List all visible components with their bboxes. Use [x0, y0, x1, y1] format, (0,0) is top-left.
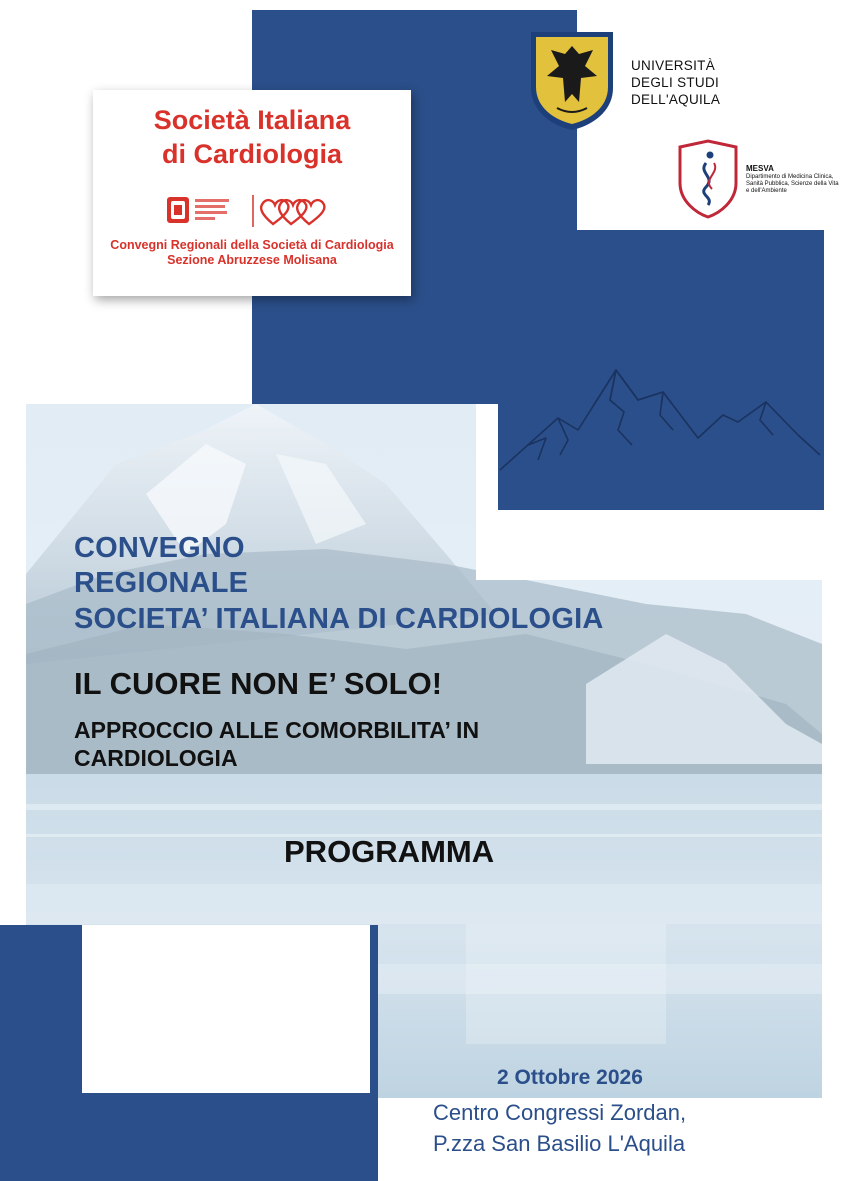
sic-title-line1: Società Italiana	[153, 105, 351, 135]
hearts-icon	[259, 194, 329, 228]
mesva-line2: Sanità Pubblica, Scienze della Vita	[746, 181, 839, 187]
venue-line1: Centro Congressi Zordan,	[433, 1100, 687, 1125]
heading-line2: REGIONALE	[74, 567, 249, 599]
mountain-line-art-lower	[498, 360, 824, 510]
white-inset-bottom	[82, 925, 370, 1093]
heading-line1: CONVEGNO	[74, 532, 245, 564]
sic-subtitle-line1: Convegni Regionali della Società di Cardiologia	[110, 238, 394, 252]
event-date: 2 Ottobre 2026	[497, 1066, 643, 1089]
mesva-line1: Dipartimento di Medicina Clinica,	[746, 174, 834, 180]
event-subtitle-line2: CARDIOLOGIA	[74, 745, 238, 771]
university-name-line1: UNIVERSITÀ	[631, 58, 716, 73]
university-name-line3: DELL'AQUILA	[631, 92, 721, 107]
white-gap-under-blue	[498, 510, 822, 580]
university-crest-icon	[527, 28, 617, 132]
sic-title-line2: di Cardiologia	[161, 139, 342, 169]
venue-line2: P.zza San Basilio L'Aquila	[433, 1131, 686, 1156]
university-name-line2: DEGLI STUDI	[631, 75, 720, 90]
sic-subtitle-line2: Sezione Abruzzese Molisana	[167, 253, 337, 267]
mesva-name: MESVA	[746, 164, 774, 173]
mesva-shield-icon	[676, 139, 740, 219]
mesva-line3: e dell'Ambiente	[746, 188, 787, 194]
heading-line3: SOCIETA’ ITALIANA DI CARDIOLOGIA	[74, 603, 604, 635]
event-subtitle-line1: APPROCCIO ALLE COMORBILITA’ IN	[74, 717, 480, 743]
sic-logo-card	[93, 90, 411, 296]
program-label: PROGRAMMA	[284, 834, 495, 869]
white-gap	[476, 404, 498, 580]
event-title: IL CUORE NON E’ SOLO!	[74, 666, 443, 701]
